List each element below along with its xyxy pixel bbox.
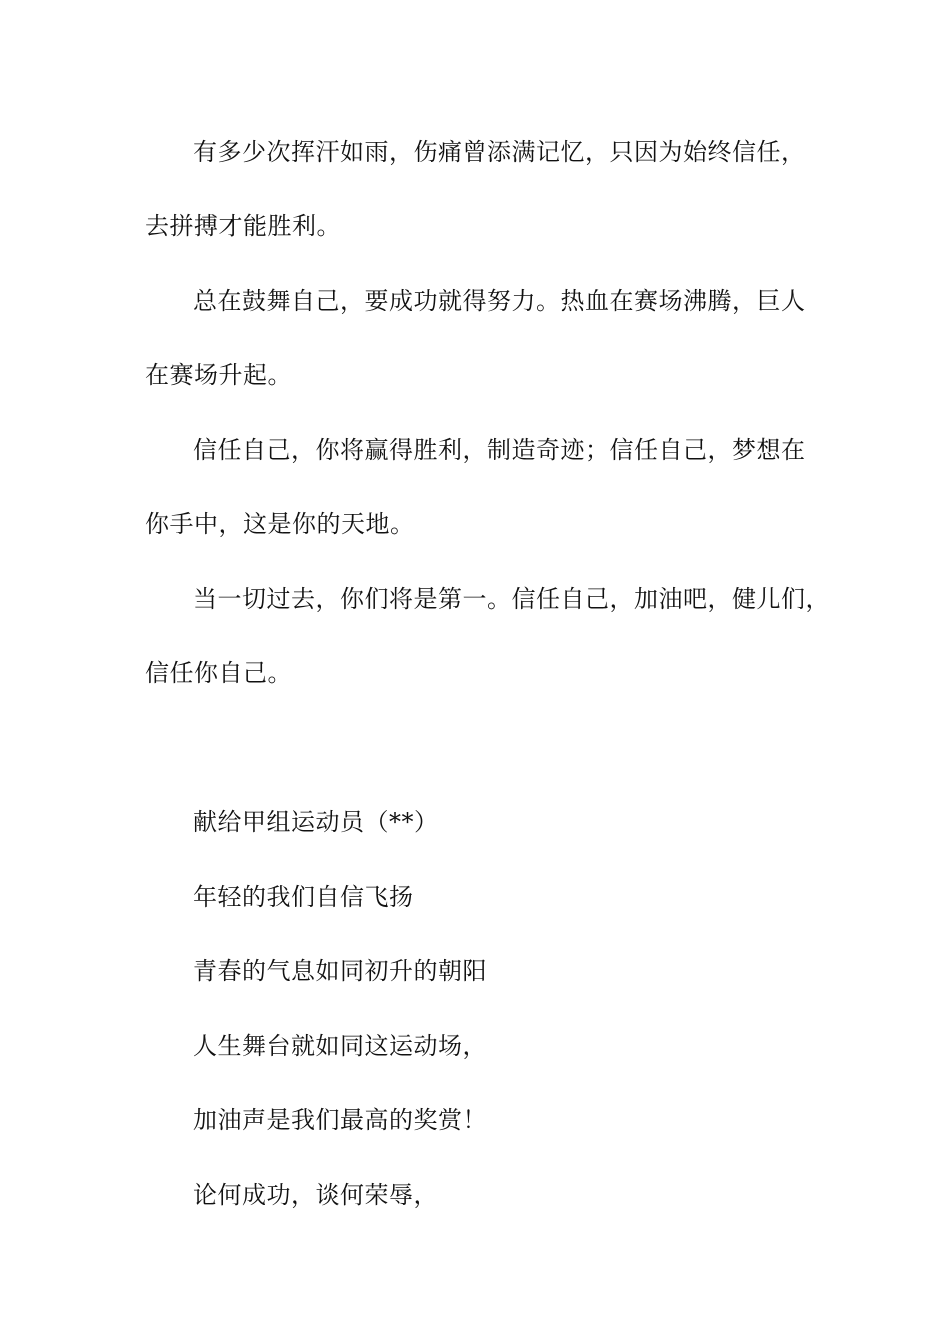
- paragraph-4-line-1: 当一切过去，你们将是第一。信任自己，加油吧，健儿们，: [193, 585, 830, 613]
- paragraph-1-line-1: 有多少次挥汗如雨，伤痛曾添满记忆，只因为始终信任，: [193, 138, 806, 166]
- paragraph-2-line-1: 总在鼓舞自己，要成功就得努力。热血在赛场沸腾，巨人: [193, 287, 806, 315]
- poem-title: 献给甲组运动员（**）: [193, 808, 439, 836]
- poem-line: 青春的气息如同初升的朝阳: [193, 957, 487, 985]
- poem-line: 人生舞台就如同这运动场，: [193, 1032, 487, 1060]
- poem-line: 年轻的我们自信飞扬: [193, 883, 414, 911]
- poem-line: 论何成功，谈何荣辱，: [193, 1181, 438, 1209]
- paragraph-3-line-1: 信任自己，你将赢得胜利，制造奇迹；信任自己，梦想在: [193, 436, 806, 464]
- paragraph-2-line-2: 在赛场升起。: [145, 361, 292, 389]
- paragraph-3-line-2: 你手中，这是你的天地。: [145, 510, 415, 538]
- paragraph-4-line-2: 信任你自己。: [145, 659, 292, 687]
- paragraph-1-line-2: 去拼搏才能胜利。: [145, 212, 341, 240]
- poem-line: 加油声是我们最高的奖赏！: [193, 1106, 487, 1134]
